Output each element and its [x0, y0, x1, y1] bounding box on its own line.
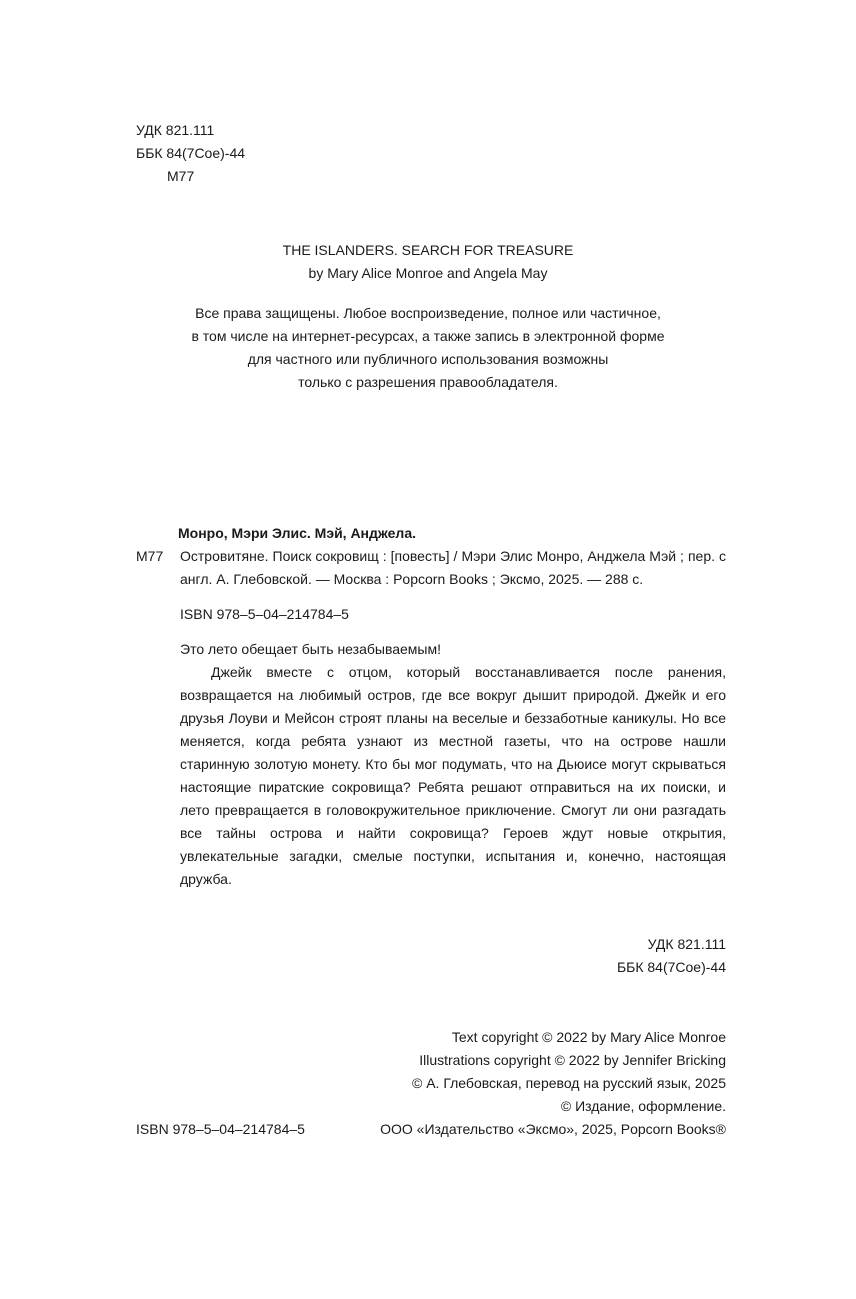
copyright-line: Illustrations copyright © 2022 by Jennifer Bricking [419, 1052, 726, 1068]
record-description: Островитяне. Поиск сокровищ : [повесть] / Мэри Элис Монро, Анджела Мэй ; пер. с англ. А. Глебовской. — Москва : Popcorn Books ; Эксмо, 2025. — 288 с. [180, 548, 726, 587]
bibliographic-record [136, 522, 726, 891]
copyright-line: © А. Глебовская, перевод на русский язык, 2025 [412, 1075, 726, 1091]
original-authors: by Mary Alice Monroe and Angela May [308, 265, 548, 281]
annotation [180, 638, 726, 891]
copyright-line: Text copyright © 2022 by Mary Alice Monroe [451, 1029, 726, 1045]
record-author-mark: М77 [136, 548, 164, 564]
udk-code-right: УДК 821.111 [647, 936, 726, 952]
original-title: THE ISLANDERS. SEARCH FOR TREASURE [282, 242, 574, 258]
udk-code: УДК 821.111 [136, 122, 215, 138]
rights-line: Все права защищены. Любое воспроизведение, полное или частичное, [195, 305, 661, 321]
bbk-code: ББК 84(7Сое)-44 [136, 145, 246, 161]
classification-codes-right [617, 933, 726, 979]
copyright-line: ООО «Издательство «Эксмо», 2025, Popcorn Books® [380, 1121, 726, 1137]
record-isbn: ISBN 978–5–04–214784–5 [180, 606, 349, 622]
rights-line: в том числе на интернет-ресурсах, а также запись в электронной форме [191, 328, 665, 344]
rights-line: для частного или публичного использования возможны [247, 351, 609, 367]
annotation-lead: Это лето обещает быть незабываемым! [180, 641, 442, 657]
bbk-code-right: ББК 84(7Сое)-44 [616, 959, 726, 975]
author-heading: Монро, Мэри Элис. Мэй, Анджела. [178, 525, 416, 541]
author-mark: М77 [167, 168, 195, 184]
rights-notice [0, 302, 856, 394]
copyright-line: © Издание, оформление. [560, 1098, 726, 1114]
original-title-block [0, 239, 856, 285]
isbn-bottom: ISBN 978–5–04–214784–5 [136, 1121, 305, 1137]
copyright-block [380, 1026, 726, 1141]
annotation-body: Джейк вместе с отцом, который восстанавливается после ранения, возвращается на любимый остров, где все вокруг дышит природой. Джейк и его друзья Лоуви и Мейсон строят планы на веселые и беззаботные каникулы. Но все меняется, когда ребята узнают из местной газеты, что на острове нашли старинную золотую монету. Кто бы мог подумать, что на Дьюисе могут скрываться настоящие пиратские сокровища? Ребята решают отправиться на их поиски, и лето превращается в головокружительное приключение. Смогут ли они разгадать все тайны острова и найти сокровища? Героев ждут новые открытия, увлекательные загадки, смелые поступки, испытания и, конечно, настоящая дружба. [180, 664, 726, 887]
classification-codes [136, 119, 245, 188]
record-entry [136, 545, 726, 591]
rights-line: только с разрешения правообладателя. [298, 374, 558, 390]
